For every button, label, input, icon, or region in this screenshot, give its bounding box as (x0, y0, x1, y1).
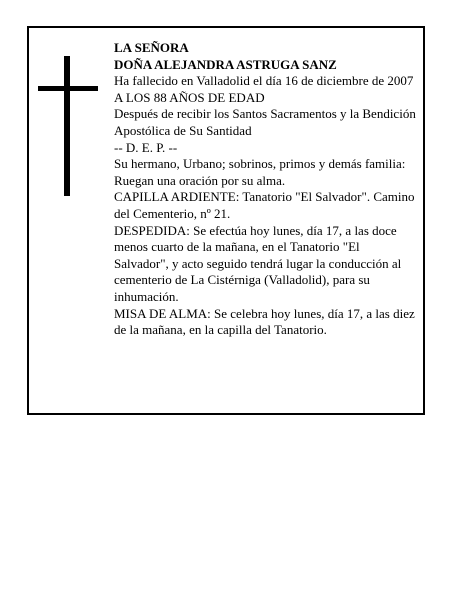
death-info: Ha fallecido en Valladolid el día 16 de diciembre de 2007 (114, 73, 414, 89)
sacraments-line: Después de recibir los Santos Sacramentos y la Bendición Apostólica de Su Santidad (114, 106, 416, 138)
cross-horizontal-bar (38, 86, 98, 91)
family-line: Su hermano, Urbano; sobrinos, primos y demás familia: (114, 156, 406, 172)
rip-line: -- D. E. P. -- (114, 139, 178, 155)
farewell-info: DESPEDIDA: Se efectúa hoy lunes, día 17, a las doce menos cuarto de la mañana, en el Tanatorio "El Salvador", y acto seguido tendrá lugar la conducción al cementerio de La Cistérniga (Valladolid), para su inhumación. (114, 222, 402, 304)
chapel-info: CAPILLA ARDIENTE: Tanatorio "El Salvador". Camino del Cementerio, nº 21. (114, 189, 415, 221)
mass-info: MISA DE ALMA: Se celebra hoy lunes, día 17, a las diez de la mañana, en la capilla del Tanatorio. (114, 305, 415, 338)
obituary-text (114, 40, 416, 339)
prayer-request: Ruegan una oración por su alma. (114, 172, 286, 188)
heading-la-senora: LA SEÑORA (114, 40, 189, 55)
cross-vertical-bar (64, 56, 70, 196)
age-line: A LOS 88 AÑOS DE EDAD (114, 89, 265, 105)
deceased-name: DOÑA ALEJANDRA ASTRUGA SANZ (114, 56, 337, 72)
